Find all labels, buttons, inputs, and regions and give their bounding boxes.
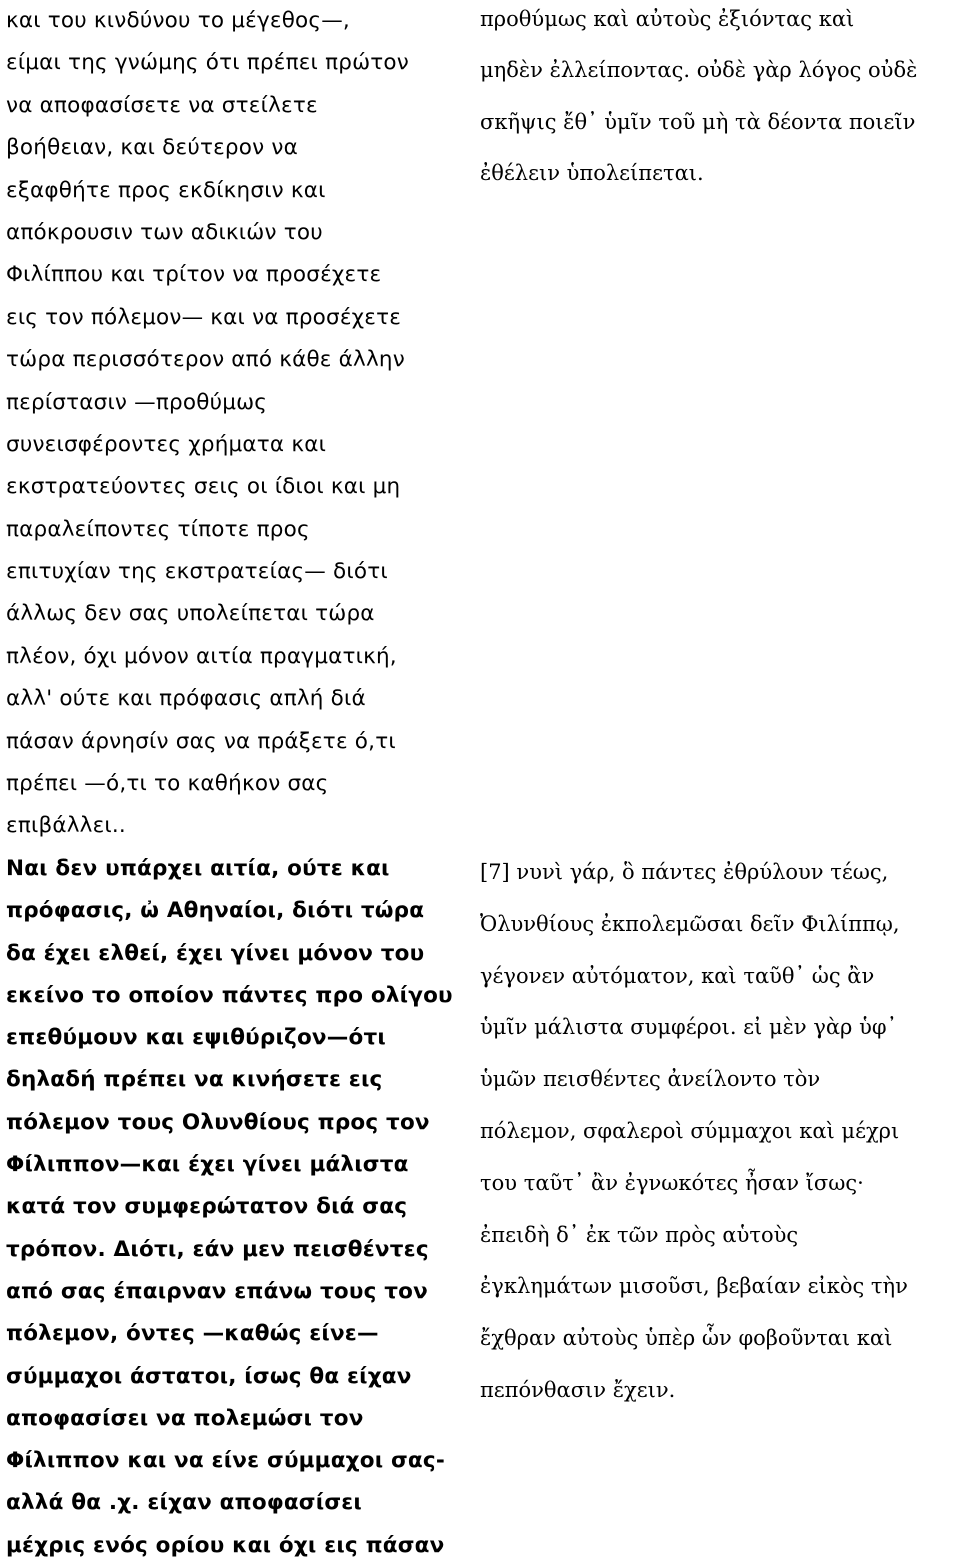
text-line: ὑμῶν πεισθέντες ἀνείλοντο τὸν: [480, 1067, 821, 1092]
text-line: είμαι της γνώμης ότι πρέπει πρώτον: [6, 50, 409, 76]
text-line: πρόφασις, ὠ Αθηναίοι, διότι τώρα: [6, 898, 425, 924]
text-line: κατά τον συμφερώτατον διά σας: [6, 1194, 408, 1220]
text-line: παραλείποντες τίποτε προς: [6, 516, 310, 542]
text-line: πάσαν άρνησίν σας να πράξετε ό,τι: [6, 728, 396, 754]
text-line: περίστασιν —προθύμως: [6, 389, 268, 415]
text-line: αλλά θα .χ. είχαν αποφασίσει: [6, 1490, 363, 1516]
text-line: επεθύμουν και εψιθύριζον—ότι: [6, 1025, 386, 1051]
text-line: αποφασίσει να πολεμώσι τον: [6, 1405, 364, 1431]
text-line: τρόπον. Διότι, εάν μεν πεισθέντες: [6, 1236, 429, 1262]
text-line: δα έχει ελθεί, έχει γίνει μόνον του: [6, 940, 425, 966]
text-line: πλέον, όχι μόνον αιτία πραγματική,: [6, 643, 397, 669]
text-line: ὑμῖν μάλιστα συμφέροι. εἰ μὲν γὰρ ὑφ᾽: [480, 1015, 898, 1040]
ancient-greek-paragraph-1: [480, 0, 917, 205]
text-line: Ναι δεν υπάρχει αιτία, ούτε και: [6, 856, 390, 881]
text-line: από σας έπαιρναν επάνω τους τον: [6, 1278, 428, 1304]
text-line: ἐγκλημάτων μισοῦσι, βεβαίαν εἰκὸς τὴν: [480, 1274, 908, 1299]
text-line: τώρα περισσότερον από κάθε άλλην: [6, 347, 405, 373]
text-line: αλλ' ούτε και πρόφασις απλή διά: [6, 686, 366, 712]
text-line: πρέπει —ό,τι το καθήκον σας: [6, 771, 329, 797]
text-line: ἐπειδὴ δ᾽ ἐκ τῶν πρὸς αὑτοὺς: [480, 1222, 799, 1247]
text-line: [7] νυνὶ γάρ, ὃ πάντες ἐθρύλουν τέως,: [480, 860, 889, 884]
text-line: πόλεμον, όντες —καθώς είνε—: [6, 1321, 379, 1347]
text-line: γέγονεν αὐτόματον, καὶ ταῦθ᾽ ὡς ἂν: [480, 963, 875, 988]
text-line: εκστρατεύοντες σεις οι ίδιοι και μη: [6, 474, 401, 500]
text-line: να αποφασίσετε να στείλετε: [6, 92, 318, 118]
text-line: επιτυχίαν της εκστρατείας— διότι: [6, 559, 388, 585]
text-line: ἔχθραν αὐτοὺς ὑπὲρ ὧν φοβοῦνται καὶ: [480, 1326, 893, 1351]
text-line: Ὀλυνθίους ἐκπολεμῶσαι δεῖν Φιλίππῳ,: [480, 911, 900, 936]
text-line: επιβάλλει..: [6, 813, 126, 839]
text-line: εις τον πόλεμον— και να προσέχετε: [6, 304, 402, 330]
text-line: Φίλιππον—και έχει γίνει μάλιστα: [6, 1152, 409, 1178]
text-line: δηλαδή πρέπει να κινήσετε εις: [6, 1067, 383, 1093]
text-line: συνεισφέροντες χρήματα και: [6, 431, 327, 457]
text-line: πόλεμον τους Ολυνθίους προς τον: [6, 1109, 430, 1135]
text-line: προθύμως καὶ αὐτοὺς ἐξιόντας καὶ: [480, 7, 855, 31]
text-line: απόκρουσιν των αδικιών του: [6, 219, 323, 245]
text-line: ἐθέλειν ὑπολείπεται.: [480, 160, 704, 185]
text-line: εκείνο το οποίον πάντες προ ολίγου: [6, 982, 453, 1008]
text-line: βοήθειαν, και δεύτερον να: [6, 135, 298, 161]
text-line: Φίλιππον και να είνε σύμμαχοι σας-: [6, 1448, 445, 1474]
text-line: σύμμαχοι άστατοι, ίσως θα είχαν: [6, 1363, 412, 1389]
text-line: του ταῦτ᾽ ἂν ἐγνωκότες ἦσαν ἴσως·: [480, 1170, 864, 1195]
text-line: πεπόνθασιν ἔχειν.: [480, 1377, 676, 1402]
modern-greek-paragraph-2: [6, 848, 453, 1567]
ancient-greek-paragraph-2: [480, 853, 908, 1423]
text-line: μέχρις ενός ορίου και όχι εις πάσαν: [6, 1532, 445, 1558]
text-line: Φιλίππου και τρίτον να προσέχετε: [6, 262, 382, 288]
modern-greek-paragraph-1: [6, 0, 409, 848]
text-line: άλλως δεν σας υπολείπεται τώρα: [6, 601, 375, 627]
text-line: και του κινδύνου το μέγεθος—,: [6, 8, 350, 33]
text-line: πόλεμον, σφαλεροὶ σύμμαχοι καὶ μέχρι: [480, 1118, 900, 1143]
text-line: μηδὲν ἐλλείποντας. οὐδὲ γὰρ λόγος οὐδὲ: [480, 58, 918, 83]
text-line: σκῆψις ἔθ᾽ ὑμῖν τοῦ μὴ τὰ δέοντα ποιεῖν: [480, 109, 916, 134]
text-line: εξαφθήτε προς εκδίκησιν και: [6, 177, 326, 203]
